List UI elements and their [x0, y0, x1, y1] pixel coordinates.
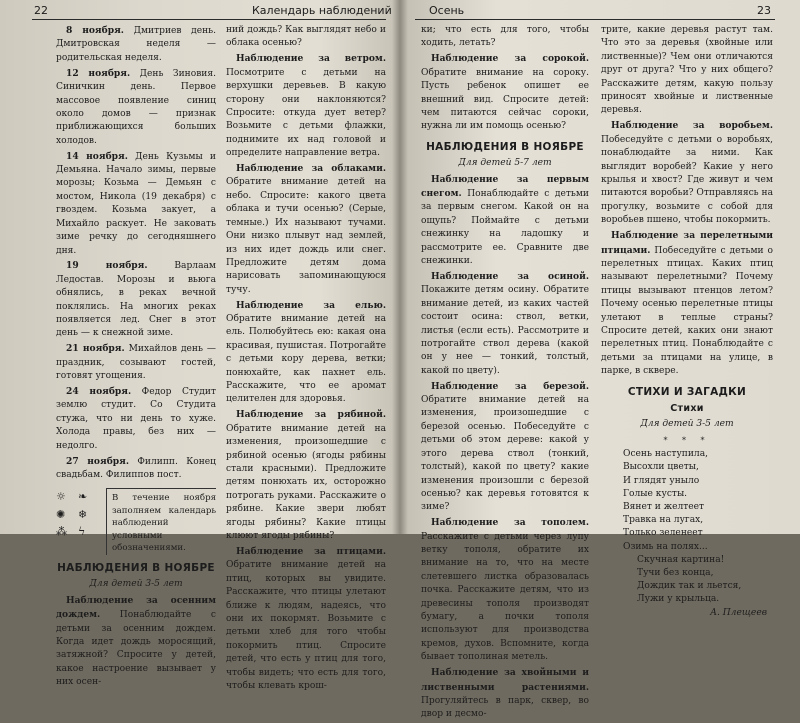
legend-icons	[56, 490, 106, 538]
continued-text: ки; что есть для того, чтобы ходить, летать?	[421, 25, 589, 49]
observation-item: Наблюдение за птицами. Обратите внимание детей на птиц, которых вы увидите. Расскажите, что птицы улетают ближе к людям, надеясь, что они их покормят. Возьмите с детьми хлеб для того чтобы покормить птиц. Спросите детей, что есть у птиц для того, чтобы видеть; что есть для того, чтобы клевать крош-	[226, 545, 386, 691]
observation-item: Наблюдение за перелетными птицами. Побеседуйте с детьми о перелетных птицах. Каких птиц называют перелетными? Почему птицы вызывают птенцов летом? Почему осенью перелетные птицы улетают в теплые страны? Спросите детей, каких они знают перелетных птиц. Понаблюдайте с детьми за птицами на улице, в парке, в сквере.	[601, 230, 773, 377]
poem-line: Лужи у крыльца.	[637, 594, 720, 605]
poem-stars: * * *	[663, 435, 711, 445]
observation-item: Наблюдение за первым снегом. Понаблюдайте с детьми за первым снегом. Какой он на ощупь? Поймайте с детьми снежинку на ладошку и рассмотрите ее. Сравните две снежинки.	[421, 173, 589, 266]
poem-line: Озимь на полях...	[623, 541, 708, 552]
observation-item: Наблюдение за тополем. Расскажите с детьми через лупу ветку тополя, обратите их внимание на то, что на месте слетевшего листка образовалась почка. Расскажите детям, что из древесины тополя производят бумагу, а почки тополя используют для производства кремов, духов. Вспомните, когда бывает тополиная метель.	[421, 517, 589, 663]
section-title: НАБЛЮДЕНИЯ В НОЯБРЕ	[57, 561, 215, 574]
calendar-entry: 8 ноября. Дмитриев день. Дмитровская неделя — родительская неделя.	[56, 25, 217, 63]
poem-line: Осень наступила,	[623, 449, 709, 460]
calendar-entry: 14 ноября. День Кузьмы и Демьяна. Начало зимы, первые морозы; Козьма — Демьян с мостом, Никола (19 декабря) с гвоздем. Козьма закует, а Михайло раскует. Не заковать зиме речку до сегодняшнего дня.	[56, 150, 216, 256]
poem-section-title: СТИХИ И ЗАГАДКИ	[627, 385, 747, 398]
observation-item: Наблюдение за воробьем. Побеседуйте с детьми о воробьях, понаблюдайте за ними. Как выглядит воробей? Какие у него крылья и хвост? Где живут и чем питаются воробьи? Отправляясь на прогулку, возьмите с собой для воробьев пшено, чтобы покормить.	[601, 120, 773, 226]
observation-item: Наблюдение за осиной. Покажите детям осину. Обратите внимание детей, из каких частей состоит осина: ствол, ветки, листья (если есть). Рассмотрите и потрогайте ствол дерева (какой он у нее — тонкий, толстый, какой по цвету).	[421, 270, 589, 376]
section-title: НАБЛЮДЕНИЯ В НОЯБРЕ	[426, 140, 584, 153]
poem-line: И глядят уныло	[623, 475, 700, 486]
calendar-entry: 24 ноября. Федор Студит землю студит. Со Студита стужа, что ни день то хуже. Холода правы, без них — недолго.	[56, 386, 216, 451]
left-column-2	[226, 24, 386, 695]
continued-text: ний дождь? Как выглядят небо и облака осенью?	[226, 25, 386, 49]
poem-age: Для детей 3-5 лет	[640, 419, 734, 430]
page-number: 23	[757, 4, 771, 17]
legend	[56, 488, 216, 555]
poem-line: Скучная картина!	[637, 554, 725, 565]
header-rule	[32, 19, 386, 20]
legend-text: В течение ноября заполняем календарь наблюдений условными обозначениями.	[106, 488, 216, 555]
section-subtitle: Для детей 5-7 лет	[458, 158, 552, 169]
right-page	[403, 0, 800, 720]
poem-line: Вянет и желтеет	[623, 502, 705, 512]
left-page	[0, 0, 398, 691]
calendar-entry: 12 ноября. День Зиновия. Синичкин день. Первое массовое появление синиц около домов — признак приближающихся больших холодов.	[56, 67, 216, 146]
rain-icon: ⁂	[56, 525, 67, 539]
observation-item: Наблюдение за березой. Обратите внимание детей на изменения, произошедшие с березой осенью. Побеседуйте с детьми об этом дереве: какой у этого дерева ствол (тонкий, толстый), какой по цвету? какие изменения произошли с березой осенью? как деревья готовятся к зиме?	[421, 380, 589, 513]
poem-subtitle: Стихи	[670, 402, 704, 414]
observation-item: Наблюдение за сорокой. Обратите внимание на сороку. Пусть ребенок опишет ее внешний вид. Спросите детей: чем питаются сейчас сороки, нужна ли им помощь осенью?	[421, 53, 589, 132]
left-column-1	[56, 24, 216, 691]
poem-line: Высохли цветы,	[623, 462, 699, 473]
poem	[601, 448, 773, 606]
running-header: Осень	[429, 4, 465, 17]
right-column-1	[421, 24, 589, 723]
header-rule	[415, 19, 775, 20]
calendar-entry: 27 ноября. Филипп. Конец свадьбам. Филиппов пост.	[56, 455, 216, 480]
sun-icon: ✺	[56, 507, 66, 521]
poem-line: Голые кусты.	[623, 488, 688, 499]
section-subtitle: Для детей 3-5 лет	[89, 579, 183, 590]
calendar-list	[56, 24, 216, 482]
right-column-2	[601, 24, 773, 620]
page-number: 22	[34, 4, 48, 17]
snowflake-icon: ❄	[78, 507, 88, 521]
poem-line: Только зеленеет	[623, 528, 703, 539]
observation-item: Наблюдение за елью. Обратите внимание детей на ель. Полюбуйтесь ею: какая она красивая, пушистая. Потрогайте с детьми кору дерева, ветки; понюхайте, как пахнет ель. Расскажите, что ее аромат целителен для здоровья.	[226, 299, 386, 405]
running-header: Календарь наблюдений	[252, 4, 392, 17]
calendar-entry: 19 ноября. Варлаам Ледостав. Морозы и вьюга обнялись, в реках вечной поклялись. На многих реках появляется лед. Снег в этот день — к снежной зиме.	[56, 260, 216, 339]
observation-item: Наблюдение за рябиной. Обратите внимание детей на изменения, произошедшие с рябиной осенью (ягоды рябины стали красными). Предложите детям понюхать их, осторожно потрогать руками. Расскажите о рябине. Какие звери любят ягоды рябины? Какие птицы клюют ягоды рябины?	[226, 409, 386, 542]
sun-cloud-icon: ☼	[56, 490, 66, 504]
poem-line: Дождик так и льется,	[637, 581, 742, 592]
continued-text: трите, какие деревья растут там. Что это за деревья (хвойные или лиственные)? Чем они отличаются друг от друга? Что у них общего? Расскажите детям, какую пользу приносят хвойные и лиственные деревья.	[601, 25, 773, 116]
leaf-icon: ❧	[78, 490, 88, 504]
observation-item: Наблюдение за хвойными и лиственными растениями. Прогуляйтесь в парк, сквер, во двор и десмо-	[421, 667, 589, 720]
observation-item: Наблюдение за ветром. Посмотрите с детьми на верхушки деревьев. В какую сторону они наклоняются? Спросите: откуда дует ветер? Возьмите с детьми флажки, поднимите их над головой и определите направление ветра.	[226, 53, 386, 159]
lightning-icon: ϟ	[78, 525, 86, 539]
observation-item: Наблюдение за облаками. Обратите внимание детей на небо. Спросите: какого цвета облака и тучи осенью? (Серые, темные.) Их называют тучами. Они низко плывут над землей, из них идет дождь или снег. Предложите детям дома нарисовать запоминающуюся тучу.	[226, 163, 386, 295]
calendar-entry: 21 ноября. Михайлов день — праздник, созывают гостей, готовят угощения.	[56, 343, 216, 382]
poem-line: Травка на лугах,	[623, 515, 704, 526]
observation-rain: Наблюдение за осенним дождем. Понаблюдайте с детьми за осенним дождем. Когда идет дождь моросящий, затяжной? Спросите у детей, какое настроение вызывает у них осен-	[56, 594, 216, 688]
poem-line: Тучи без конца,	[637, 568, 714, 579]
poem-author: А. Плещеев	[710, 607, 767, 618]
